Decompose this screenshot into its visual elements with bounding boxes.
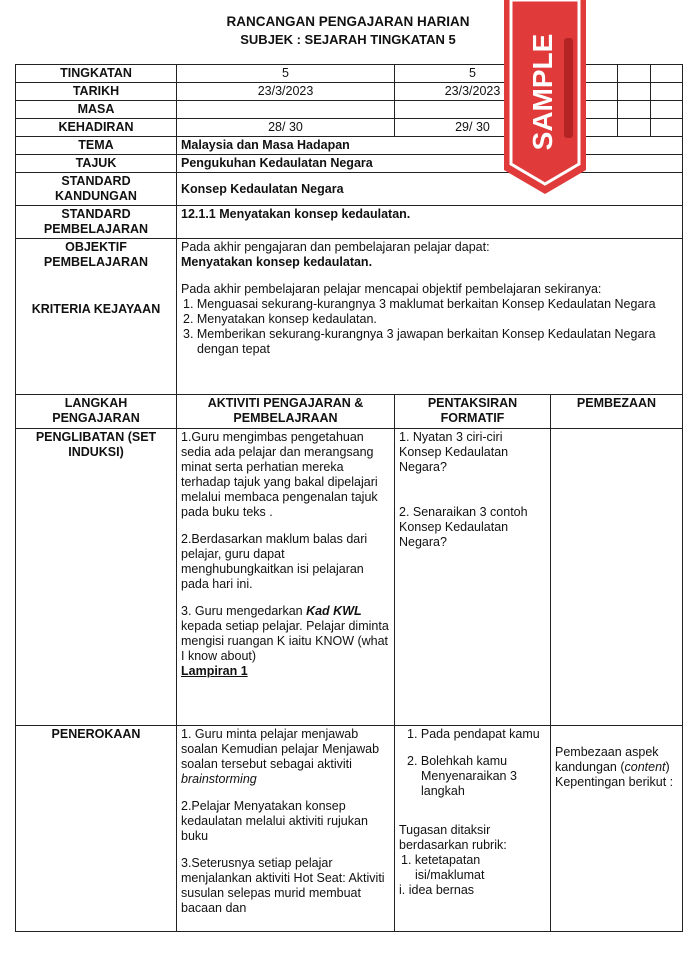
sample-stamp-icon: [500, 0, 590, 196]
stamp-label: SAMPLE: [527, 33, 558, 151]
standard-pembelajaran-value: 12.1.1 Menyatakan konsep kedaulatan.: [177, 206, 683, 239]
penglibatan-soalan-2: 2. Senaraikan 3 contoh Konsep Kedaulatan Negara?: [399, 505, 528, 549]
label-objektif-kriteria: OBJEKTIF PEMBELAJARAN KRITERIA KEJAYAAN: [16, 239, 177, 395]
document-title: RANCANGAN PENGAJARAN HARIAN: [226, 14, 470, 29]
penglibatan-aktiviti-1: 1.Guru mengimbas pengetahuan sedia ada pelajar dan merangsang minat serta perhatian mereka terhadap tajuk yang bakal dipelajari melalui membaca pengenalan tajuk pada buku teks .: [181, 430, 378, 519]
document-subtitle: SUBJEK : SEJARAH TINGKATAN 5: [240, 32, 456, 47]
tingkatan-value-1: 5: [177, 65, 395, 83]
col-header-pentaksiran: PENTAKSIRAN FORMATIF: [395, 395, 551, 429]
pembezaan-text: Pembezaan aspek kandungan (content) Kepentingan berikut :: [555, 745, 674, 789]
label-kehadiran: KEHADIRAN: [16, 119, 177, 137]
col-header-pembezaan: PEMBEZAAN: [551, 395, 683, 429]
penglibatan-pentaksiran: [395, 429, 551, 726]
label-masa: MASA: [16, 101, 177, 119]
tugasan-line-1: Tugasan ditaksir: [399, 823, 491, 837]
kehadiran-value-2: 29/ 30: [395, 119, 551, 137]
penglibatan-soalan-1: 1. Nyatan 3 ciri-ciri Konsep Kedaulatan Negara?: [399, 430, 509, 474]
kriteria-item-1: 1. Menguasai sekurang-kurangnya 3 maklumat berkaitan Konsep Kedaulatan Negara: [183, 297, 656, 311]
label-tingkatan: TINGKATAN: [16, 65, 177, 83]
tugasan-line-2: berdasarkan rubrik:: [399, 838, 507, 852]
label-tema: TEMA: [16, 137, 177, 155]
penerokaan-soalan-1: 1. Pada pendapat kamu: [407, 727, 540, 741]
penerokaan-aktiviti-1: 1. Guru minta pelajar menjawab soalan Kemudian pelajar Menjawab soalan tersebut sebagai aktiviti brainstorming: [181, 727, 380, 786]
tema-value: Malaysia dan Masa Hadapan: [177, 137, 683, 155]
objektif-kriteria-content: [177, 239, 683, 395]
penerokaan-soalan-2: 2. Bolehkah kamu Menyenaraikan 3 langkah: [407, 754, 517, 798]
col-header-langkah: LANGKAH PENGAJARAN: [16, 395, 177, 429]
standard-kandungan-value: Konsep Kedaulatan Negara: [177, 173, 683, 206]
penglibatan-aktiviti: [177, 429, 395, 726]
col-header-aktiviti: AKTIVITI PENGAJARAN & PEMBELAJRAAN: [177, 395, 395, 429]
tajuk-value: Pengukuhan Kedaulatan Negara: [177, 155, 683, 173]
rubrik-item-2: i. idea bernas: [399, 883, 475, 897]
penglibatan-aktiviti-3: 3. Guru mengedarkan Kad KWL kepada setiap pelajar. Pelajar diminta mengisi ruangan K iaitu KNOW (what I know about): [181, 604, 389, 663]
penglibatan-aktiviti-2: 2.Berdasarkan maklum balas dari pelajar, guru dapat menghubungkaitkan isi pelajaran pada hari ini.: [181, 532, 368, 591]
kriteria-intro: Pada akhir pembelajaran pelajar mencapai objektif pembelajaran sekiranya:: [181, 282, 602, 296]
penerokaan-aktiviti: [177, 726, 395, 932]
penerokaan-aktiviti-3: 3.Seterusnya setiap pelajar menjalankan aktiviti Hot Seat: Aktiviti susulan selepas murid membuat bacaan dan: [181, 856, 385, 915]
tarikh-value-1: 23/3/2023: [177, 83, 395, 101]
kehadiran-value-1: 28/ 30: [177, 119, 395, 137]
penerokaan-pembezaan: [551, 726, 683, 932]
label-penglibatan: PENGLIBATAN (SET INDUKSI): [16, 429, 177, 726]
penerokaan-pentaksiran: [395, 726, 551, 932]
tarikh-value-2: 23/3/2023: [395, 83, 551, 101]
kriteria-item-3: 3. Memberikan sekurang-kurangnya 3 jawapan berkaitan Konsep Kedaulatan Negara dengan tepat: [183, 327, 656, 356]
penerokaan-aktiviti-2: 2.Pelajar Menyatakan konsep kedaulatan melalui aktiviti rujukan buku: [181, 799, 368, 843]
label-tarikh: TARIKH: [16, 83, 177, 101]
objektif-line-2: Menyatakan konsep kedaulatan.: [181, 255, 373, 269]
kriteria-item-2: 2. Menyatakan konsep kedaulatan.: [183, 312, 377, 326]
label-standard-kandungan: STANDARD KANDUNGAN: [16, 173, 177, 206]
label-penerokaan: PENEROKAAN: [16, 726, 177, 932]
lampiran-link[interactable]: Lampiran 1: [181, 664, 248, 678]
label-tajuk: TAJUK: [16, 155, 177, 173]
objektif-line-1: Pada akhir pengajaran dan pembelajaran pelajar dapat:: [181, 240, 490, 254]
rubrik-item-1: 1. ketetapatan isi/maklumat: [401, 853, 485, 882]
label-standard-pembelajaran: STANDARD PEMBELAJARAN: [16, 206, 177, 239]
tingkatan-value-2: 5: [395, 65, 551, 83]
